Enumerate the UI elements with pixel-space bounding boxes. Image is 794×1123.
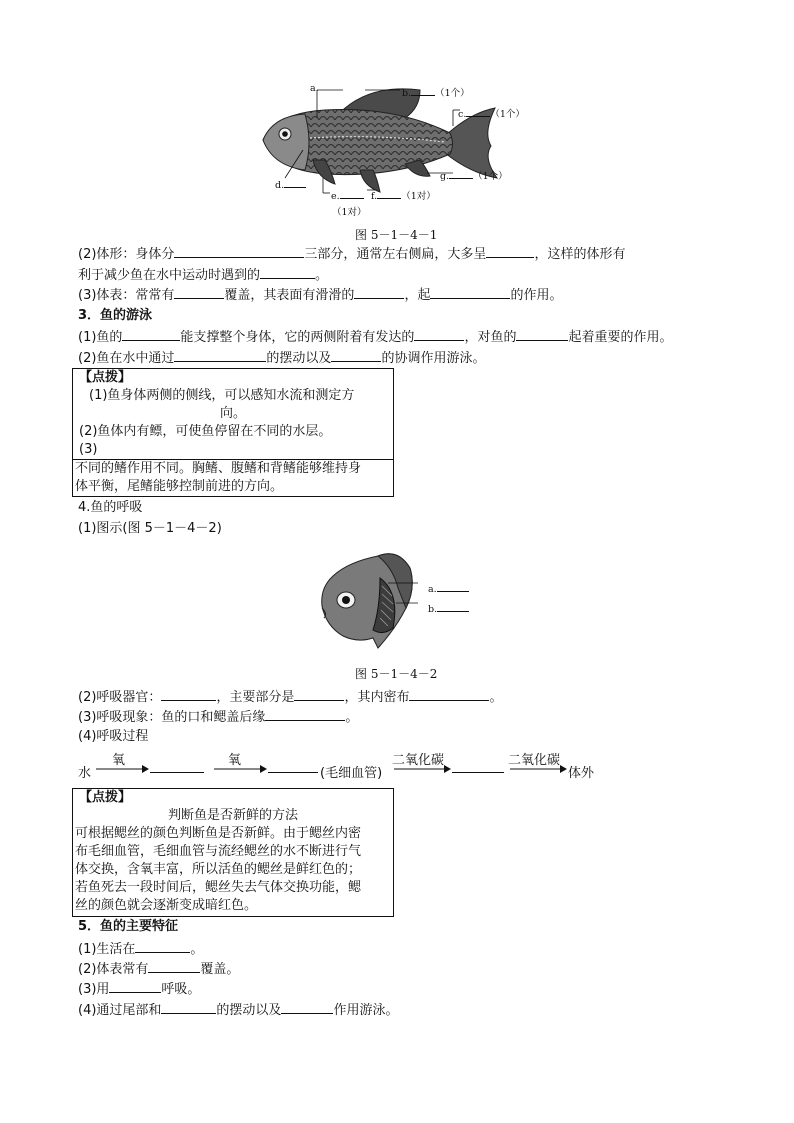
tip1-line-6: 体平衡，尾鳍能够控制前进的方向。 xyxy=(75,479,284,494)
flow-arrow-1 xyxy=(94,764,150,774)
tip1-line-2: 向。 xyxy=(219,406,246,421)
resp-q2: (2)呼吸器官： ，主要部分是 ，其内密布 。 xyxy=(78,690,503,705)
feature-q3: (3)用 呼吸。 xyxy=(78,982,201,997)
figure1-caption: 图 5－1－4－1 xyxy=(355,228,438,242)
feature-q4: (4)通过尾部和 的摆动以及 作用游泳。 xyxy=(78,1003,399,1018)
flow-arrow-1-label: 氧 xyxy=(112,753,126,768)
resp-q3: (3)呼吸现象：鱼的口和鳃盖后缘 。 xyxy=(78,710,359,725)
tip2-line-3: 体交换，含氧丰富，所以活鱼的鳃丝是鲜红色的； xyxy=(75,862,362,877)
shape-line-1: (2)体形：身体分 三部分，通常左右侧扁，大多呈 ，这样的体形有 xyxy=(78,247,626,262)
tip1-line-1: (1)鱼身体两侧的侧线，可以感知水流和测定方 xyxy=(89,388,355,403)
flow-blank-1 xyxy=(150,760,204,773)
swim-q1: (1)鱼的 能支撑整个身体，它的两侧附着有发达的 ，对鱼的 起着重要的作用。 xyxy=(78,330,673,345)
tip2-line-4: 若鱼死去一段时间后，鳃丝失去气体交换功能，鳃 xyxy=(75,880,362,895)
fig2-label-a: a. xyxy=(428,579,469,595)
swim-q2: (2)鱼在水中通过 的摆动以及 的协调作用游泳。 xyxy=(78,351,486,366)
feature-q1: (1)生活在 。 xyxy=(78,942,204,957)
figure-gills xyxy=(318,548,418,653)
tip1-header: 【点拨】 xyxy=(79,370,132,385)
fig1-label-b: b. （1个） xyxy=(402,83,470,99)
fig2-label-b: b. xyxy=(428,599,469,615)
resp-q4: (4)呼吸过程 xyxy=(78,729,149,744)
tip1-line-5: 不同的鳍作用不同。胸鳍、腹鳍和背鳍能够维持身 xyxy=(75,461,362,476)
fig1-label-e: e. xyxy=(331,186,364,202)
figure2-caption: 图 5－1－4－2 xyxy=(355,667,438,681)
section4-title: 4.鱼的呼吸 xyxy=(78,500,143,515)
fig1-label-g: g. （1个） xyxy=(440,166,508,182)
section3-title: 3．鱼的游泳 xyxy=(78,308,153,323)
resp-q1: (1)图示(图 5－1－4－2) xyxy=(78,521,222,536)
section5-title: 5．鱼的主要特征 xyxy=(78,919,179,934)
tip2-line-2: 布毛细血管，毛细血管与流经鳃丝的水不断进行气 xyxy=(75,844,362,859)
respiration-flow xyxy=(78,752,638,782)
flow-blank-2 xyxy=(268,760,318,773)
tip2-line-1: 可根据鳃丝的颜色判断鱼是否新鲜。由于鳃丝内密 xyxy=(75,826,362,841)
shape-line-2: 利于减少鱼在水中运动时遇到的 。 xyxy=(78,268,329,283)
flow-arrow-2 xyxy=(212,764,268,774)
tip2-line-5: 丝的颜色就会逐渐变成暗红色。 xyxy=(75,898,258,913)
flow-arrow-4-label: 二氧化碳 xyxy=(508,753,561,768)
flow-mid: (毛细血管) xyxy=(320,766,383,781)
gill-illustration xyxy=(318,548,418,653)
surface-line: (3)体表：常常有 覆盖，其表面有滑滑的 ，起 的作用。 xyxy=(78,288,563,303)
flow-blank-3 xyxy=(452,760,504,773)
tip-box-1 xyxy=(72,368,394,497)
flow-arrow-3-label: 二氧化碳 xyxy=(392,753,445,768)
tip-box-2 xyxy=(72,788,394,917)
flow-end: 体外 xyxy=(568,766,595,781)
fig1-label-c: c. （1个） xyxy=(458,104,525,120)
fig1-label-d: d. xyxy=(275,175,306,191)
flow-arrow-4 xyxy=(508,764,568,774)
tip1-line-4: (3) xyxy=(79,442,98,457)
fig1-label-f: f. （1对） xyxy=(371,186,436,202)
flow-arrow-2-label: 氧 xyxy=(228,753,242,768)
flow-start: 水 xyxy=(78,766,92,781)
flow-arrow-3 xyxy=(392,764,452,774)
feature-q2: (2)体表常有 覆盖。 xyxy=(78,962,240,977)
tip2-title: 判断鱼是否新鲜的方法 xyxy=(167,808,298,823)
tip2-header: 【点拨】 xyxy=(79,790,132,805)
tip1-line-3: (2)鱼体内有鳔，可使鱼停留在不同的水层。 xyxy=(79,424,332,439)
fig1-label-e-note: （1对） xyxy=(332,207,367,218)
fig1-label-a: a. xyxy=(310,83,319,94)
